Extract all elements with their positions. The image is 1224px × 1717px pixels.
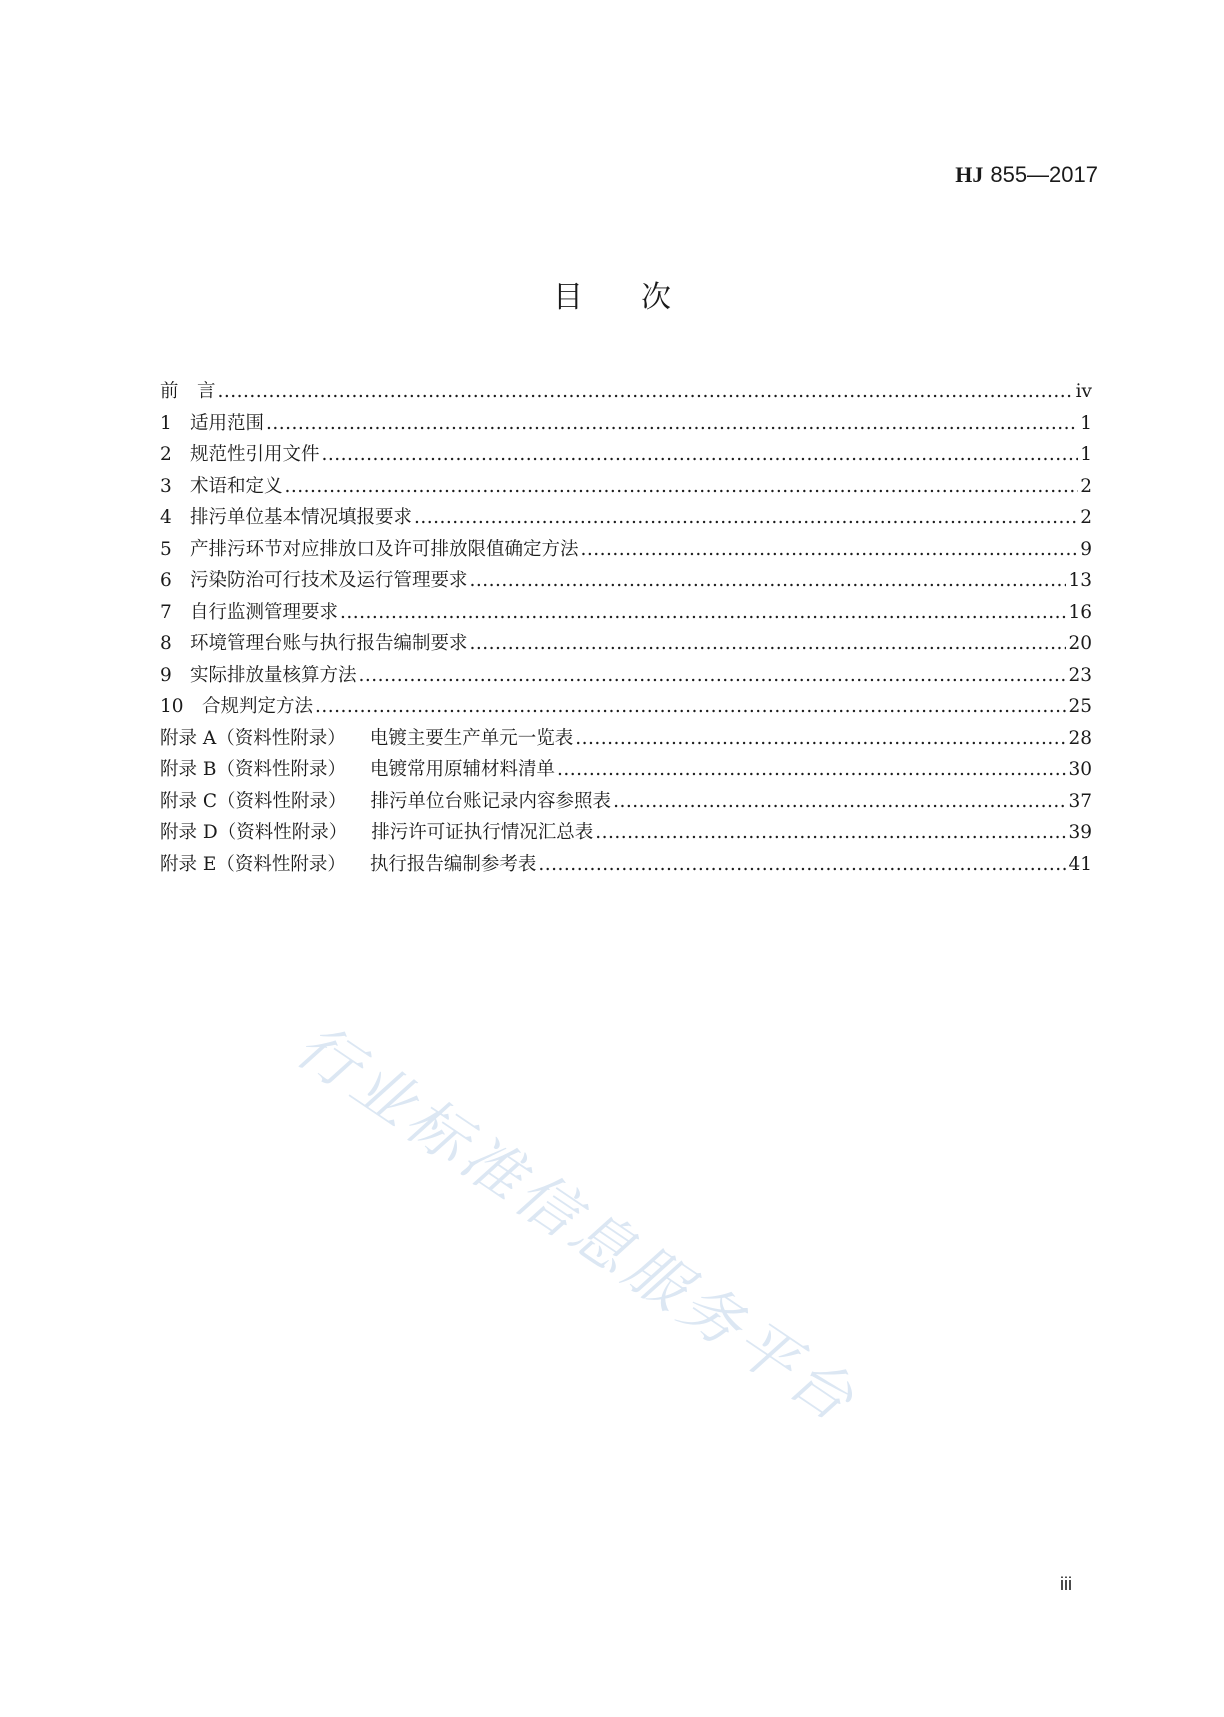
toc-entry-appendix-e[interactable] xyxy=(160,849,1092,881)
watermark: 行业标准信息服务平台 xyxy=(283,1010,870,1438)
toc-entry-number: 3 xyxy=(160,475,172,497)
toc-entry-number: 7 xyxy=(160,601,172,623)
toc-entry-label: 污染防治可行技术及运行管理要求 xyxy=(190,570,468,591)
toc-entry-number: 9 xyxy=(160,664,172,686)
toc-entry-page: 30 xyxy=(1068,759,1092,780)
toc-entry-label: 产排污环节对应排放口及许可排放限值确定方法 xyxy=(190,538,579,560)
toc-entry-label: 电镀主要生产单元一览表 xyxy=(369,727,574,749)
toc-entry-page: 13 xyxy=(1068,570,1092,591)
standard-code xyxy=(955,160,1098,191)
dot-leader xyxy=(470,628,1067,660)
toc-entry-page: 37 xyxy=(1068,790,1092,812)
toc-entry-4[interactable] xyxy=(160,502,1092,534)
toc-entry-label: 适用范围 xyxy=(190,412,265,434)
page-number: iii xyxy=(1060,1574,1072,1594)
toc-entry-page: 23 xyxy=(1068,664,1092,686)
toc-entry-3[interactable] xyxy=(160,471,1092,503)
toc-entry-page: 2 xyxy=(1080,507,1092,528)
appendix-prefix: 附录 C（资料性附录） xyxy=(160,790,347,812)
appendix-prefix: 附录 D（资料性附录） xyxy=(160,822,348,843)
toc-entry-label: 自行监测管理要求 xyxy=(190,601,339,623)
appendix-prefix: 附录 A（资料性附录） xyxy=(160,727,346,749)
dot-leader xyxy=(470,565,1067,597)
toc-entry-6[interactable] xyxy=(160,565,1092,597)
toc-entry-number: 2 xyxy=(160,444,172,465)
toc-entry-appendix-b[interactable] xyxy=(160,754,1092,786)
toc-entry-page: 39 xyxy=(1068,822,1092,843)
toc-entry-page: 2 xyxy=(1080,475,1092,497)
toc-entry-number: 6 xyxy=(160,570,172,591)
toc-entry-number: 5 xyxy=(160,538,172,560)
toc-entry-page: 9 xyxy=(1080,538,1092,560)
dot-leader xyxy=(538,849,1066,881)
toc-entry-label: 电镀常用原辅材料清单 xyxy=(369,759,555,780)
toc-entry-10[interactable] xyxy=(160,691,1092,723)
dot-leader xyxy=(414,502,1078,534)
toc-entry-label: 合规判定方法 xyxy=(202,696,314,717)
toc-entry-appendix-c[interactable] xyxy=(160,786,1092,818)
toc-entry-appendix-a[interactable] xyxy=(160,723,1092,755)
appendix-prefix: 附录 B（资料性附录） xyxy=(160,759,346,780)
toc-entry-page: 41 xyxy=(1068,853,1092,875)
toc-entry-number: 8 xyxy=(160,633,172,654)
dot-leader xyxy=(315,691,1066,723)
toc-entry-label: 排污单位基本情况填报要求 xyxy=(190,507,413,528)
toc-entry-foreword[interactable] xyxy=(160,376,1092,408)
toc-entry-9[interactable] xyxy=(160,660,1092,692)
standard-prefix: HJ xyxy=(955,162,984,187)
dot-leader xyxy=(340,597,1066,629)
toc-entry-1[interactable] xyxy=(160,408,1092,440)
dot-leader xyxy=(218,376,1074,408)
toc-entry-number: 10 xyxy=(160,696,184,717)
dot-leader xyxy=(595,817,1066,849)
toc-entry-8[interactable] xyxy=(160,628,1092,660)
toc-entry-page: 25 xyxy=(1068,696,1092,717)
dot-leader xyxy=(575,723,1066,755)
table-of-contents xyxy=(160,376,1092,880)
toc-entry-7[interactable] xyxy=(160,597,1092,629)
toc-entry-page: 16 xyxy=(1068,601,1092,623)
toc-entry-2[interactable] xyxy=(160,439,1092,471)
toc-entry-label: 执行报告编制参考表 xyxy=(369,853,537,875)
toc-entry-label: 规范性引用文件 xyxy=(190,444,320,465)
toc-entry-label: 排污许可证执行情况汇总表 xyxy=(371,822,594,843)
toc-entry-label: 环境管理台账与执行报告编制要求 xyxy=(190,633,468,654)
toc-entry-label: 实际排放量核算方法 xyxy=(190,664,357,686)
toc-entry-number: 1 xyxy=(160,412,172,434)
toc-entry-page: 28 xyxy=(1068,727,1092,749)
toc-entry-label: 排污单位台账记录内容参照表 xyxy=(370,790,612,812)
page-title: 目次 xyxy=(553,280,729,315)
dot-leader xyxy=(581,534,1079,566)
dot-leader xyxy=(322,439,1079,471)
toc-entry-5[interactable] xyxy=(160,534,1092,566)
dot-leader xyxy=(285,471,1079,503)
appendix-prefix: 附录 E（资料性附录） xyxy=(160,853,346,875)
toc-entry-label: 前 言 xyxy=(160,381,216,402)
dot-leader xyxy=(266,408,1078,440)
standard-number: 855—2017 xyxy=(990,162,1098,187)
toc-entry-page: iv xyxy=(1075,381,1092,402)
toc-entry-appendix-d[interactable] xyxy=(160,817,1092,849)
toc-entry-label: 术语和定义 xyxy=(190,475,283,497)
dot-leader xyxy=(359,660,1067,692)
toc-entry-page: 20 xyxy=(1068,633,1092,654)
dot-leader xyxy=(557,754,1066,786)
dot-leader xyxy=(613,786,1066,818)
toc-entry-number: 4 xyxy=(160,507,172,528)
toc-entry-page: 1 xyxy=(1080,412,1092,434)
toc-entry-page: 1 xyxy=(1080,444,1092,465)
